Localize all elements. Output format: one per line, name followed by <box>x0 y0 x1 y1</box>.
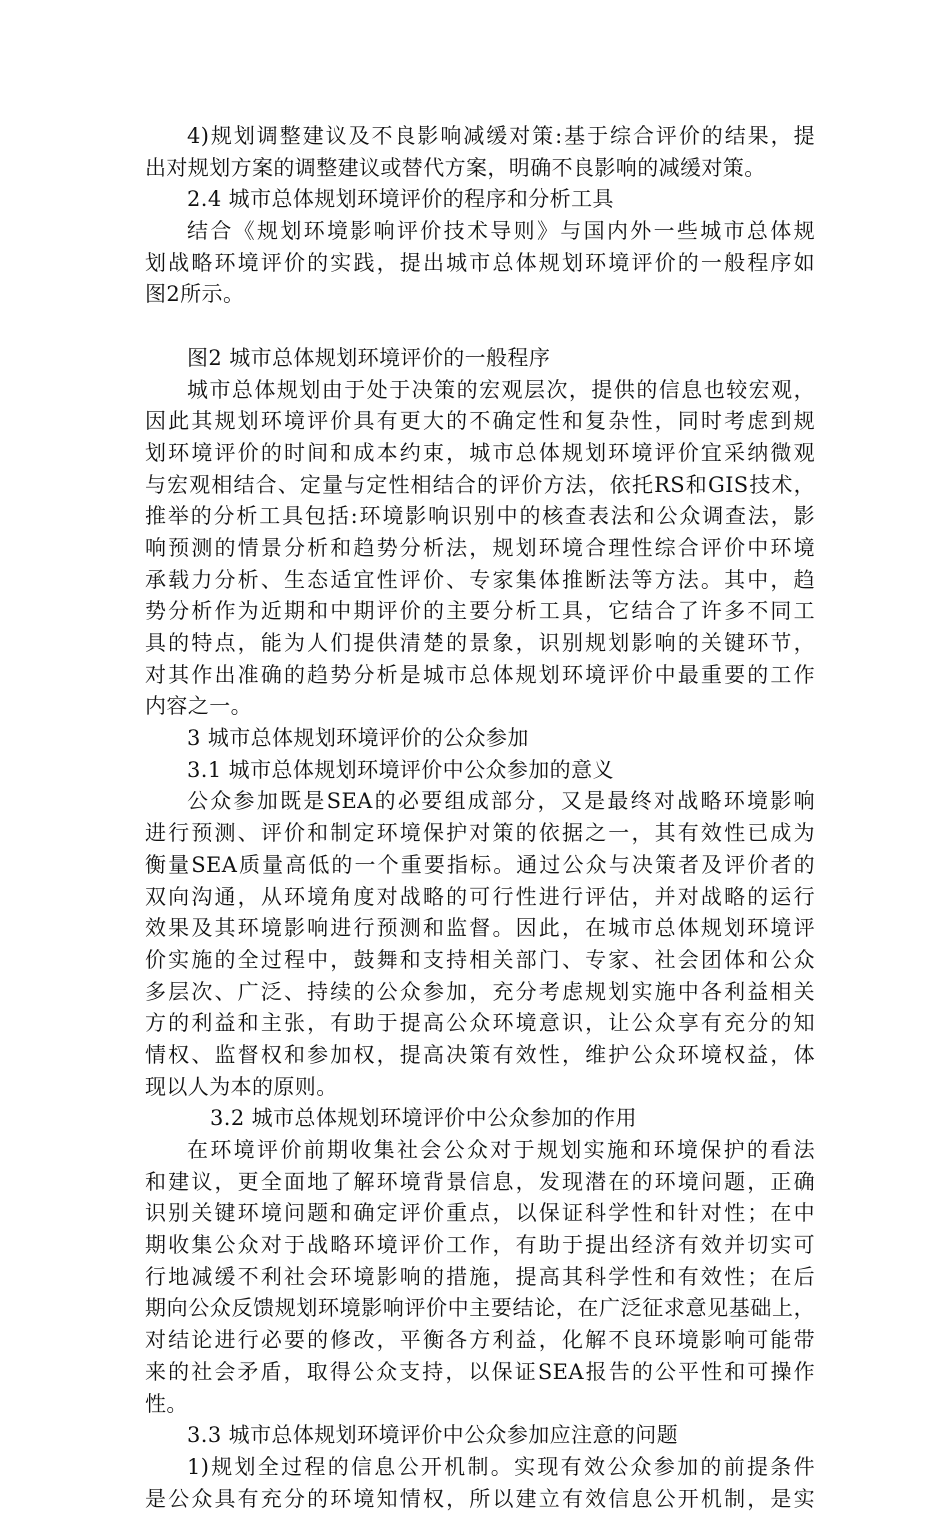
text-line: 城市总体规划由于处于决策的宏观层次，提供的信息也较宏观， <box>187 377 815 402</box>
text-line: 与宏观相结合、定量与定性相结合的评价方法，依托RS和GIS技术， <box>145 472 815 497</box>
text-line: 现以人为本的原则。 <box>145 1074 338 1099</box>
text-line: 推举的分析工具包括:环境影响识别中的核查表法和公众调查法，影 <box>145 504 815 529</box>
text-line: 是公众具有充分的环境知情权，所以建立有效信息公开机制，是实 <box>145 1486 815 1511</box>
text-line: 1)规划全过程的信息公开机制。实现有效公众参加的前提条件 <box>187 1454 815 1479</box>
text-line: 划环境评价的时间和成本约束，城市总体规划环境评价宜采纳微观 <box>145 440 815 465</box>
text-line: 3.3 城市总体规划环境评价中公众参加应注意的问题 <box>187 1423 679 1448</box>
text-line: 3.2 城市总体规划环境评价中公众参加的作用 <box>210 1106 637 1131</box>
text-line: 具的特点，能为人们提供清楚的景象，识别规划影响的关键环节， <box>145 631 815 655</box>
text-line: 识别关键环境问题和确定评价重点，以保证科学性和针对性；在中 <box>145 1201 815 1226</box>
text-line: 内容之一。 <box>145 694 252 719</box>
text-line: 情权、监督权和参加权，提高决策有效性，维护公众环境权益，体 <box>145 1042 815 1067</box>
text-line: 公众参加既是SEA的必要组成部分，又是最终对战略环境影响 <box>187 789 815 814</box>
text-line: 4)规划调整建议及不良影响减缓对策:基于综合评价的结果，提 <box>187 124 815 148</box>
text-line: 划战略环境评价的实践，提出城市总体规划环境评价的一般程序如 <box>145 250 815 275</box>
text-line: 行地减缓不利社会环境影响的措施，提高其科学性和有效性；在后 <box>145 1264 815 1289</box>
blank-line <box>145 311 815 343</box>
text-line: 期向公众反馈规划环境影响评价中主要结论，在广泛征求意见基础上， <box>145 1296 815 1321</box>
text-line: 响预测的情景分析和趋势分析法，规划环境合理性综合评价中环境 <box>145 535 815 560</box>
text-line: 双向沟通，从环境角度对战略的可行性进行评估，并对战略的运行 <box>145 884 815 909</box>
text-line: 结合《规划环境影响评价技术导则》与国内外一些城市总体规 <box>187 219 815 244</box>
text-line: 承载力分析、生态适宜性评价、专家集体推断法等方法。其中，趋 <box>145 567 815 592</box>
text-line: 效果及其环境影响进行预测和监督。因此，在城市总体规划环境评 <box>145 916 815 941</box>
text-line: 衡量SEA质量高低的一个重要指标。通过公众与决策者及评价者的 <box>145 852 815 877</box>
text-line: 进行预测、评价和制定环境保护对策的依据之一，其有效性已成为 <box>145 821 815 846</box>
text-line: 势分析作为近期和中期评价的主要分析工具，它结合了许多不同工 <box>145 599 815 624</box>
text-line: 3.1 城市总体规划环境评价中公众参加的意义 <box>187 757 614 782</box>
text-line: 在环境评价前期收集社会公众对于规划实施和环境保护的看法 <box>187 1138 815 1162</box>
text-line: 多层次、广泛、持续的公众参加，充分考虑规划实施中各利益相关 <box>145 979 815 1004</box>
text-line: 性。 <box>145 1391 188 1416</box>
document-body <box>145 121 815 1515</box>
text-line: 图2所示。 <box>145 282 245 307</box>
text-line: 对结论进行必要的修改，平衡各方利益，化解不良环境影响可能带 <box>145 1328 815 1353</box>
text-line: 方的利益和主张，有助于提高公众环境意识，让公众享有充分的知 <box>145 1011 815 1036</box>
text-line: 和建议，更全面地了解环境背景信息，发现潜在的环境问题，正确 <box>145 1169 815 1194</box>
text-line: 3 城市总体规划环境评价的公众参加 <box>187 726 529 751</box>
text-line: 来的社会矛盾，取得公众支持，以保证SEA报告的公平性和可操作 <box>145 1359 815 1384</box>
text-line: 图2 城市总体规划环境评价的一般程序 <box>187 345 551 370</box>
text-line: 因此其规划环境评价具有更大的不确定性和复杂性，同时考虑到规 <box>145 409 815 434</box>
text-line: 2.4 城市总体规划环境评价的程序和分析工具 <box>187 187 614 212</box>
text-line: 出对规划方案的调整建议或替代方案，明确不良影响的减缓对策。 <box>145 155 766 180</box>
text-line: 价实施的全过程中，鼓舞和支持相关部门、专家、社会团体和公众 <box>145 947 815 972</box>
text-line: 对其作出准确的趋势分析是城市总体规划环境评价中最重要的工作 <box>145 662 815 687</box>
text-line: 期收集公众对于战略环境评价工作，有助于提出经济有效并切实可 <box>145 1233 815 1258</box>
